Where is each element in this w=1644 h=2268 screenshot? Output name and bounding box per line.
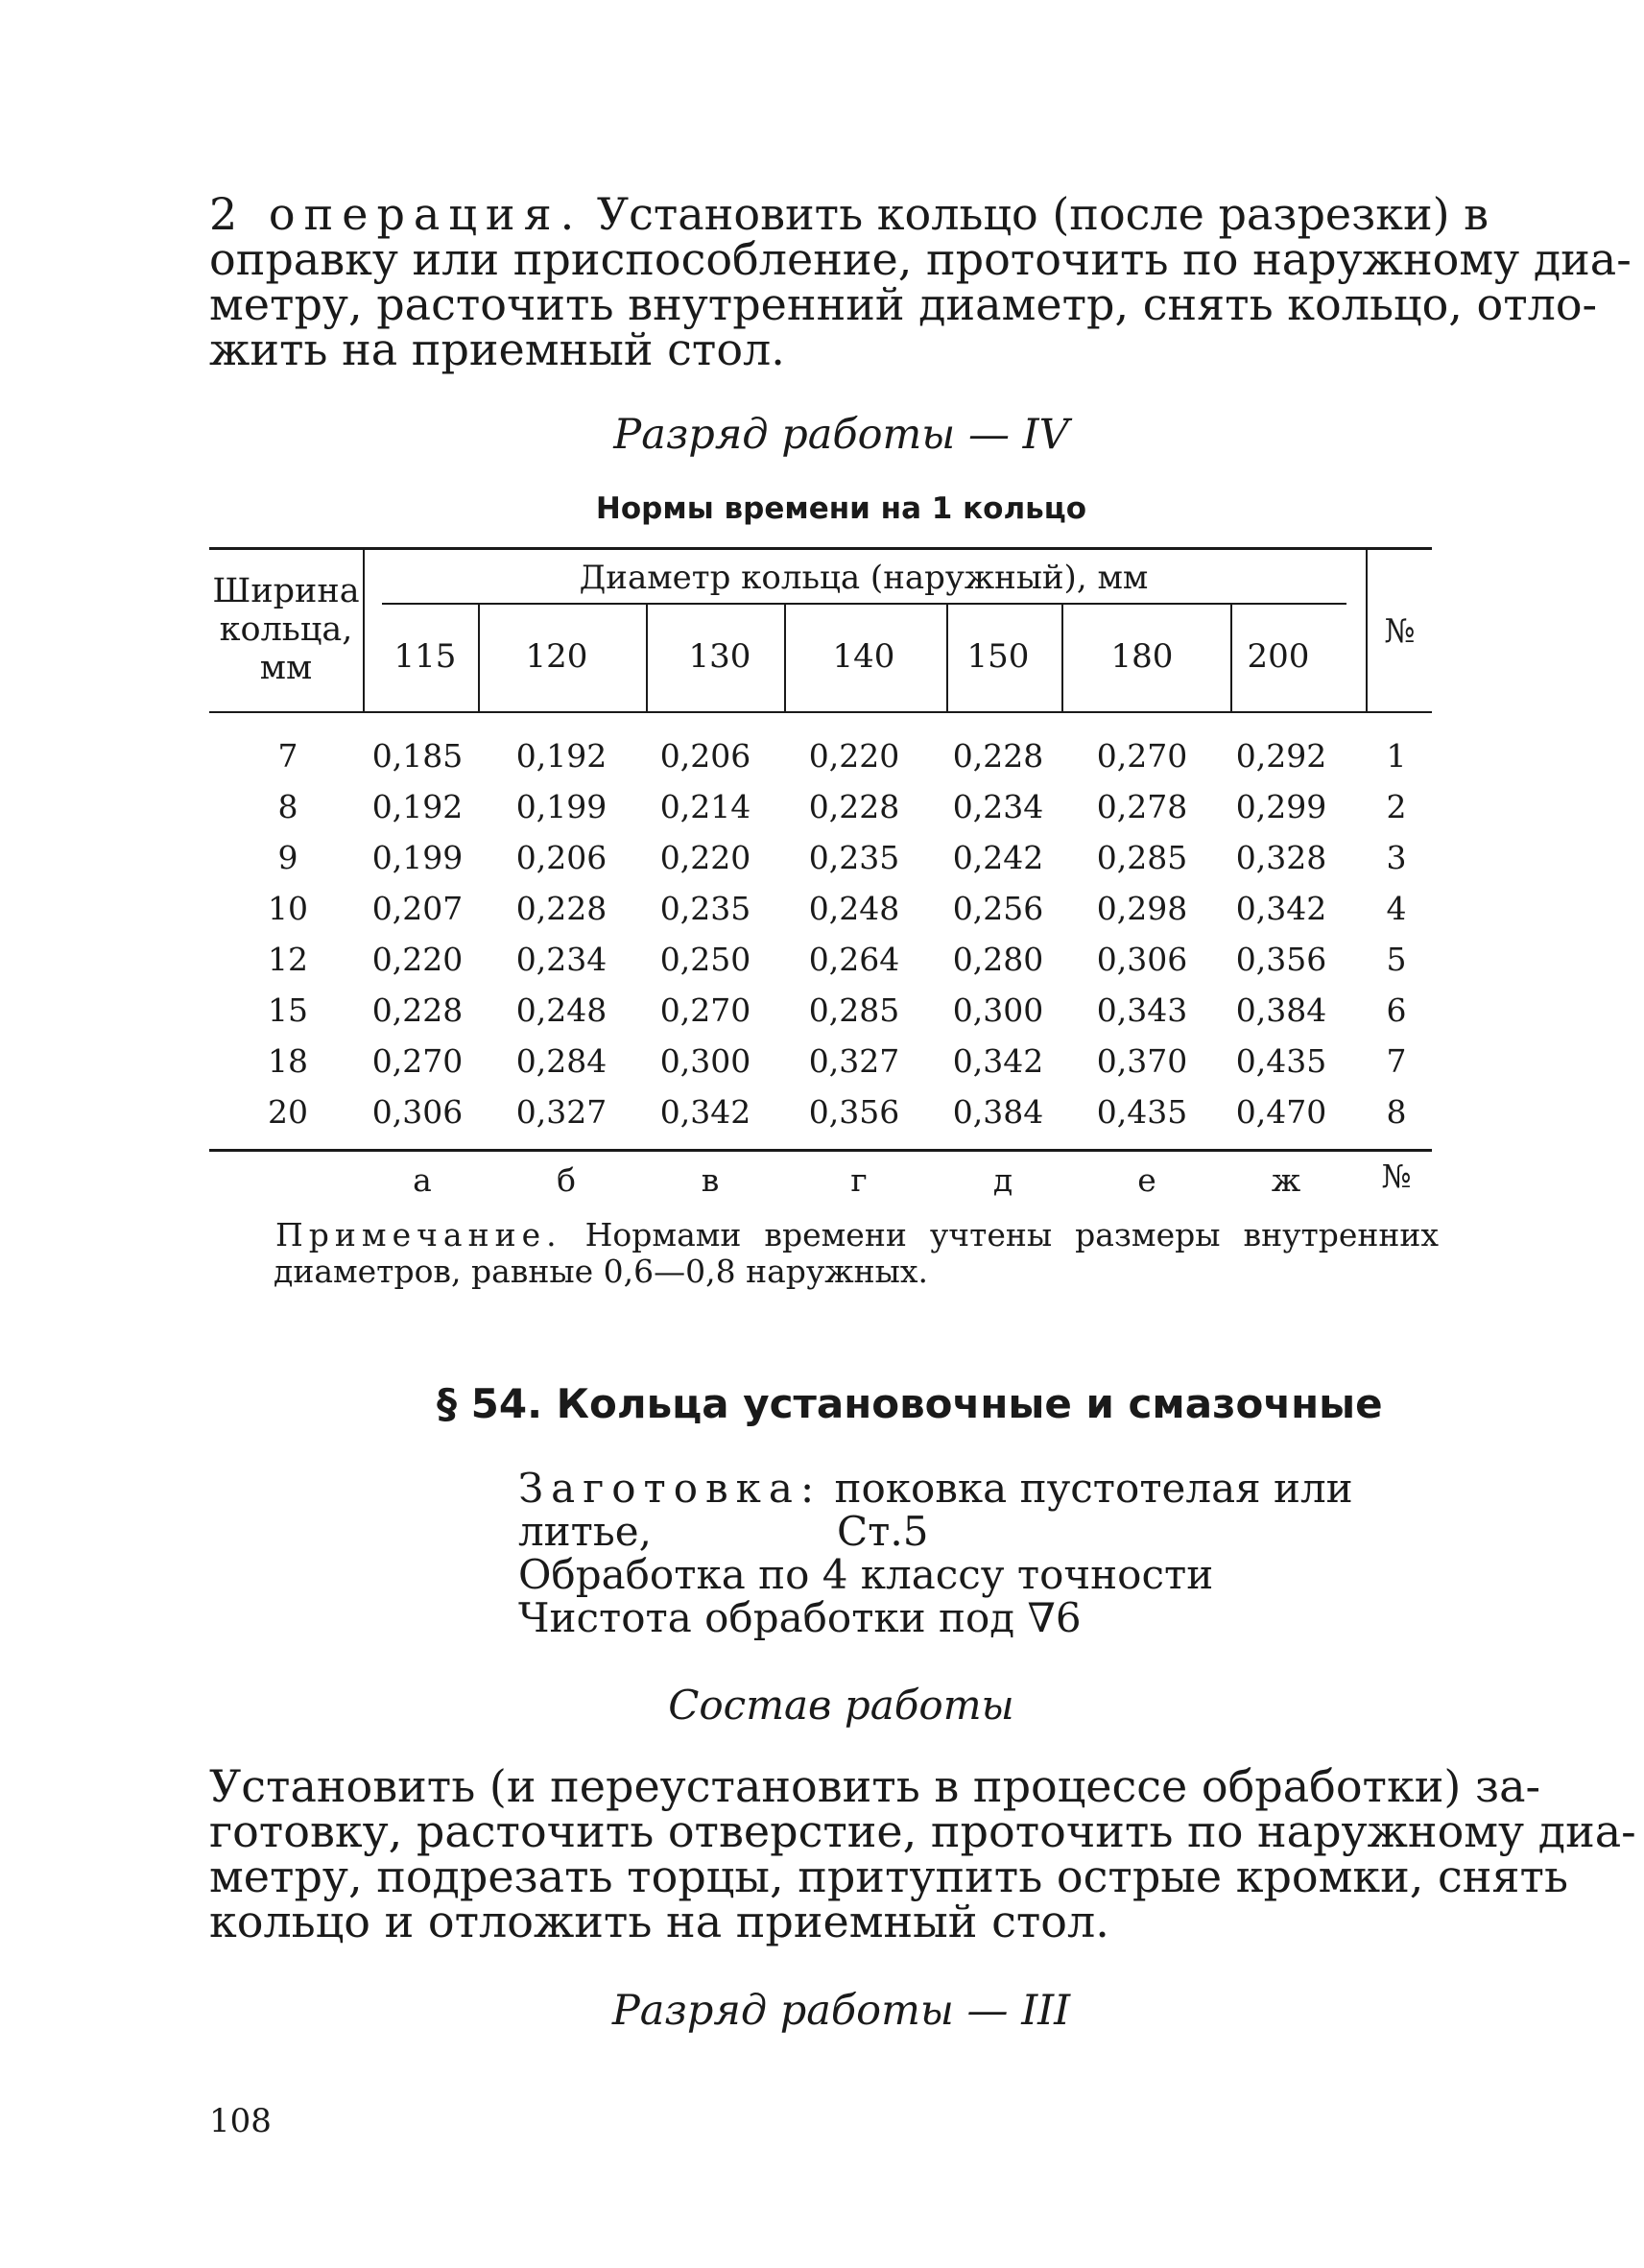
table-cell: 0,299 — [1235, 788, 1327, 825]
table-cell: 0,207 — [371, 890, 464, 927]
footer-letter: д — [992, 1161, 1013, 1199]
table-cell: 0,228 — [808, 788, 900, 825]
intro-paragraph — [209, 188, 1632, 375]
table-cell: 0,285 — [808, 991, 900, 1029]
table-cell: 0,370 — [1096, 1042, 1188, 1080]
table-cell: 0,185 — [371, 737, 464, 775]
table-cell: 0,199 — [515, 788, 608, 825]
row-number: 5 — [1386, 941, 1407, 978]
table-cell: 0,356 — [1235, 941, 1327, 978]
work-line-3: метру, подрезать торцы, притупить острые кромки, снять — [209, 1850, 1568, 1902]
row-number: 6 — [1386, 991, 1407, 1029]
col-header: 120 — [525, 637, 588, 676]
footer-letter: ж — [1271, 1161, 1301, 1199]
group-header: Диаметр кольца (наружный), мм — [579, 559, 1149, 597]
table-cell: 0,199 — [371, 839, 464, 876]
note-line-1: Примечание. Нормами времени учтены размеры внутренних — [275, 1216, 1439, 1253]
table-note — [275, 1217, 1439, 1290]
table-cell: 0,234 — [515, 941, 608, 978]
blank-line-1: Заготовка: поковка пустотелая или литье, — [518, 1465, 1353, 1555]
table-cell: 0,192 — [371, 788, 464, 825]
table-cell: 0,206 — [659, 737, 751, 775]
row-number: 8 — [1386, 1093, 1407, 1131]
table-cell: 0,214 — [659, 788, 751, 825]
page-number: 108 — [209, 2102, 272, 2140]
row-number: 1 — [1386, 737, 1407, 775]
note-label: Примечание. — [275, 1216, 562, 1253]
table-cell: 0,435 — [1235, 1042, 1327, 1080]
col-header: 180 — [1110, 637, 1174, 676]
table-cell: 0,192 — [515, 737, 608, 775]
table-cell: 0,342 — [1235, 890, 1327, 927]
table-cell: 0,228 — [952, 737, 1044, 775]
row-width: 12 — [268, 941, 308, 978]
table-bottom-rule — [209, 1149, 1432, 1152]
row-width: 15 — [268, 991, 308, 1029]
table-cell: 0,256 — [952, 890, 1044, 927]
table-cell: 0,342 — [952, 1042, 1044, 1080]
table-cell: 0,306 — [1096, 941, 1188, 978]
footer-letter: в — [701, 1161, 720, 1199]
blank-line-2: Ст.5 — [837, 1508, 929, 1555]
operation-label: 2 операция. — [209, 188, 584, 240]
row-width: 9 — [277, 839, 298, 876]
col-header: 150 — [966, 637, 1030, 676]
blank-label: Заготовка: — [518, 1465, 822, 1512]
header-bottom-rule — [209, 711, 1432, 713]
work-line-4: кольцо и отложить на приемный стол. — [209, 1896, 1109, 1947]
table-vline-left — [363, 550, 365, 711]
group-header-rule — [382, 603, 1346, 605]
table-cell: 0,284 — [515, 1042, 608, 1080]
table-cell: 0,264 — [808, 941, 900, 978]
table-title: Нормы времени на 1 кольцо — [595, 491, 1087, 526]
blank-line-4: Чистота обработки под ∇6 — [518, 1594, 1082, 1641]
table-cell: 0,220 — [371, 941, 464, 978]
table-cell: 0,270 — [371, 1042, 464, 1080]
table-cell: 0,285 — [1096, 839, 1188, 876]
number-header: № — [1384, 612, 1416, 651]
col-header: 200 — [1247, 637, 1310, 676]
grade-heading-1: Разряд работы — IV — [613, 411, 1069, 459]
table-cell: 0,342 — [659, 1093, 751, 1131]
table-cell: 0,300 — [952, 991, 1044, 1029]
table-cell: 0,327 — [515, 1093, 608, 1131]
work-paragraph — [209, 1760, 1636, 1947]
table-cell: 0,235 — [808, 839, 900, 876]
row-number: 2 — [1386, 788, 1407, 825]
row-width: 8 — [277, 788, 298, 825]
work-composition-title: Состав работы — [668, 1682, 1014, 1729]
table-top-rule — [209, 547, 1432, 550]
table-cell: 0,228 — [371, 991, 464, 1029]
footer-letter: г — [850, 1161, 868, 1199]
row-width: 7 — [277, 737, 298, 775]
section-heading: § 54. Кольца установочные и смазочные — [437, 1380, 1383, 1427]
col-header: 115 — [393, 637, 457, 676]
table-cell: 0,384 — [952, 1093, 1044, 1131]
row-header: Ширина кольца, мм — [212, 572, 360, 687]
table-cell: 0,270 — [1096, 737, 1188, 775]
table-cell: 0,306 — [371, 1093, 464, 1131]
table-cell: 0,242 — [952, 839, 1044, 876]
table-cell: 0,220 — [659, 839, 751, 876]
note-line-2: диаметров, равные 0,6—0,8 наружных. — [274, 1253, 929, 1290]
table-cell: 0,250 — [659, 941, 751, 978]
row-number: 7 — [1386, 1042, 1407, 1080]
table-cell: 0,298 — [1096, 890, 1188, 927]
col-header: 130 — [688, 637, 751, 676]
table-cell: 0,327 — [808, 1042, 900, 1080]
table-cell: 0,234 — [952, 788, 1044, 825]
row-width: 10 — [268, 890, 308, 927]
footer-letter: е — [1137, 1161, 1156, 1199]
table-cell: 0,343 — [1096, 991, 1188, 1029]
table-cell: 0,228 — [515, 890, 608, 927]
table-cell: 0,278 — [1096, 788, 1188, 825]
intro-line-4: жить на приемный стол. — [209, 323, 785, 375]
table-cell: 0,206 — [515, 839, 608, 876]
row-width: 20 — [268, 1093, 308, 1131]
work-line-2: готовку, расточить отверстие, проточить по наружному диа- — [209, 1805, 1636, 1857]
table-cell: 0,270 — [659, 991, 751, 1029]
table-cell: 0,435 — [1096, 1093, 1188, 1131]
grade-heading-2: Разряд работы — III — [611, 1987, 1071, 2035]
table-cell: 0,384 — [1235, 991, 1327, 1029]
table-cell: 0,292 — [1235, 737, 1327, 775]
table-cell: 0,300 — [659, 1042, 751, 1080]
intro-line-1: 2 операция. Установить кольцо (после разрезки) в — [209, 188, 1489, 240]
intro-line-3: метру, расточить внутренний диаметр, снять кольцо, отло- — [209, 278, 1598, 330]
row-number: 3 — [1386, 839, 1407, 876]
table-cell: 0,356 — [808, 1093, 900, 1131]
row-width: 18 — [268, 1042, 308, 1080]
col-header: 140 — [832, 637, 895, 676]
table-cell: 0,220 — [808, 737, 900, 775]
table-cell: 0,235 — [659, 890, 751, 927]
footer-letter: б — [557, 1161, 576, 1199]
intro-line-2: оправку или приспособление, проточить по наружному диа- — [209, 233, 1632, 285]
footer-number: № — [1381, 1158, 1412, 1195]
table-cell: 0,248 — [808, 890, 900, 927]
table-cell: 0,328 — [1235, 839, 1327, 876]
table-cell: 0,470 — [1235, 1093, 1327, 1131]
table-cell: 0,248 — [515, 991, 608, 1029]
work-line-1: Установить (и переустановить в процессе обработки) за- — [209, 1760, 1541, 1812]
table-cell: 0,280 — [952, 941, 1044, 978]
row-number: 4 — [1386, 890, 1407, 927]
blank-line-3: Обработка по 4 классу точности — [518, 1551, 1214, 1598]
footer-letter: а — [413, 1161, 432, 1199]
